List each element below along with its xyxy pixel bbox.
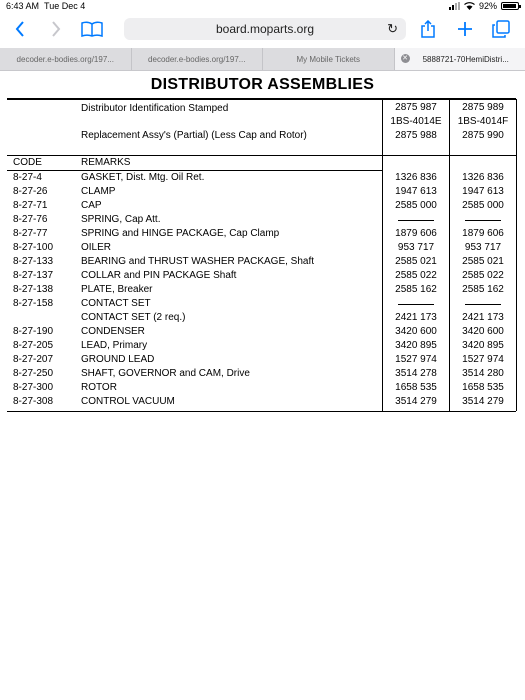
row-code: 8-27-137 (13, 270, 54, 281)
tab-label: My Mobile Tickets (296, 54, 361, 64)
row-remark: PLATE, Breaker (81, 284, 153, 295)
row-remark: GROUND LEAD (81, 354, 155, 365)
ident-label: Distributor Identification Stamped (81, 103, 229, 114)
cellular-signal-icon (449, 2, 460, 10)
row-part-number-c2: 2585 162 (462, 284, 504, 295)
tab-strip (0, 48, 525, 71)
row-remark: ROTOR (81, 382, 117, 393)
row-code: 8-27-207 (13, 354, 54, 365)
row-part-number-c2: 2585 000 (462, 200, 504, 211)
col1-replacement: 2875 988 (395, 130, 437, 141)
row-part-number-c2: 2421 173 (462, 312, 504, 323)
row-part-number-c2: 1879 606 (462, 228, 504, 239)
tab-distributor-pdf[interactable] (395, 48, 525, 70)
row-code: 8-27-76 (13, 214, 48, 225)
row-code: 8-27-138 (13, 284, 54, 295)
row-remark: OILER (81, 242, 112, 253)
tab-label: decoder.e-bodies.org/197... (148, 54, 246, 64)
battery-fill (503, 4, 516, 8)
row-code: 8-27-4 (13, 172, 42, 183)
row-part-number-c2: 2585 022 (462, 270, 504, 281)
row-code: 8-27-190 (13, 326, 54, 337)
row-part-number-c2: 1326 836 (462, 172, 504, 183)
tab-my-mobile-tickets[interactable] (263, 48, 395, 70)
share-icon[interactable] (418, 17, 438, 41)
header-rule (7, 155, 516, 156)
battery-icon (501, 2, 519, 10)
row-code: 8-27-77 (13, 228, 48, 239)
col1-stamped-num: 2875 987 (395, 102, 437, 113)
row-part-number-c1: 1527 974 (395, 354, 437, 365)
row-remark: SHAFT, GOVERNOR and CAM, Drive (81, 368, 250, 379)
row-part-number-c2: 1527 974 (462, 354, 504, 365)
row-code: 8-27-300 (13, 382, 54, 393)
row-part-number-c2: 3420 895 (462, 340, 504, 351)
title-rule (7, 98, 516, 100)
row-remark: SPRING, Cap Att. (81, 214, 161, 225)
row-remark: CONTACT SET (81, 298, 151, 309)
row-remark: CONTACT SET (2 req.) (81, 312, 186, 323)
browser-toolbar (0, 14, 525, 44)
battery-percent: 92% (478, 1, 497, 11)
row-dash-c2 (465, 220, 501, 221)
row-code: 8-27-250 (13, 368, 54, 379)
status-time-text: 6:43 AM (6, 1, 40, 11)
row-remark: CONTROL VACUUM (81, 396, 175, 407)
row-part-number-c1: 3420 895 (395, 340, 437, 351)
table-bottom-rule (7, 411, 516, 412)
row-remark: CLAMP (81, 186, 116, 197)
row-remark: CONDENSER (81, 326, 145, 337)
forward-chevron-icon[interactable] (46, 17, 66, 41)
col2-stamped-code: 1BS-4014F (457, 116, 509, 127)
row-dash-c2 (465, 304, 501, 305)
col1-stamped-code: 1BS-4014E (390, 116, 442, 127)
row-part-number-c2: 1658 535 (462, 382, 504, 393)
bookmarks-book-icon[interactable] (80, 17, 104, 41)
row-part-number-c1: 2585 000 (395, 200, 437, 211)
page-title: DISTRIBUTOR ASSEMBLIES (150, 76, 375, 93)
row-part-number-c1: 2585 162 (395, 284, 437, 295)
row-code: 8-27-133 (13, 256, 54, 267)
replacement-label: Replacement Assy's (Partial) (Less Cap and Rotor) (81, 130, 307, 141)
row-part-number-c2: 2585 021 (462, 256, 504, 267)
row-dash-c1 (398, 220, 434, 221)
close-tab-icon[interactable]: ✕ (402, 55, 408, 62)
row-part-number-c1: 2585 022 (395, 270, 437, 281)
row-part-number-c1: 1879 606 (395, 228, 437, 239)
reload-icon[interactable]: ↻ (387, 21, 398, 36)
row-part-number-c1: 3514 278 (395, 368, 437, 379)
row-dash-c1 (398, 304, 434, 305)
row-code: 8-27-205 (13, 340, 54, 351)
address-bar-url: board.moparts.org (215, 22, 315, 36)
row-part-number-c1: 953 717 (397, 242, 435, 253)
row-part-number-c1: 1947 613 (395, 186, 437, 197)
row-part-number-c2: 3514 280 (462, 368, 504, 379)
row-code: 8-27-71 (13, 200, 48, 211)
row-part-number-c1: 1658 535 (395, 382, 437, 393)
back-chevron-icon[interactable] (10, 17, 30, 41)
row-part-number-c2: 3514 279 (462, 396, 504, 407)
status-date-text: Tue Dec 4 (44, 1, 86, 11)
tab-decoder-1[interactable] (0, 48, 132, 70)
status-time (6, 1, 85, 11)
status-right-group (449, 1, 519, 11)
tab-label: decoder.e-bodies.org/197... (16, 54, 114, 64)
row-part-number-c1: 3420 600 (395, 326, 437, 337)
row-part-number-c2: 3420 600 (462, 326, 504, 337)
row-remark: SPRING and HINGE PACKAGE, Cap Clamp (81, 228, 280, 239)
document-page (0, 70, 525, 700)
row-part-number-c2: 1947 613 (462, 186, 504, 197)
address-bar[interactable] (124, 18, 406, 40)
row-remark: CAP (81, 200, 102, 211)
row-code: 8-27-158 (13, 298, 54, 309)
row-remark: COLLAR and PIN PACKAGE Shaft (81, 270, 237, 281)
row-code: 8-27-100 (13, 242, 54, 253)
col2-stamped-num: 2875 989 (462, 102, 504, 113)
code-header: CODE (13, 157, 42, 168)
column-divider-3 (516, 99, 517, 411)
remarks-header: REMARKS (81, 157, 131, 168)
row-part-number-c1: 2421 173 (395, 312, 437, 323)
row-remark: BEARING and THRUST WASHER PACKAGE, Shaft (81, 256, 315, 267)
row-part-number-c1: 3514 279 (395, 396, 437, 407)
row-part-number-c1: 1326 836 (395, 172, 437, 183)
row-remark: GASKET, Dist. Mtg. Oil Ret. (81, 172, 205, 183)
tab-label: 5888721-70HemiDistri... (422, 54, 509, 64)
row-remark: LEAD, Primary (81, 340, 148, 351)
wifi-icon (464, 2, 475, 10)
column-header-rule (7, 170, 382, 171)
status-bar (0, 0, 525, 14)
row-part-number-c2: 953 717 (464, 242, 502, 253)
new-tab-plus-icon[interactable] (454, 17, 476, 41)
row-code: 8-27-26 (13, 186, 48, 197)
col2-replacement: 2875 990 (462, 130, 504, 141)
tabs-overview-icon[interactable] (490, 17, 512, 41)
tab-decoder-2[interactable] (132, 48, 264, 70)
row-code: 8-27-308 (13, 396, 54, 407)
row-part-number-c1: 2585 021 (395, 256, 437, 267)
